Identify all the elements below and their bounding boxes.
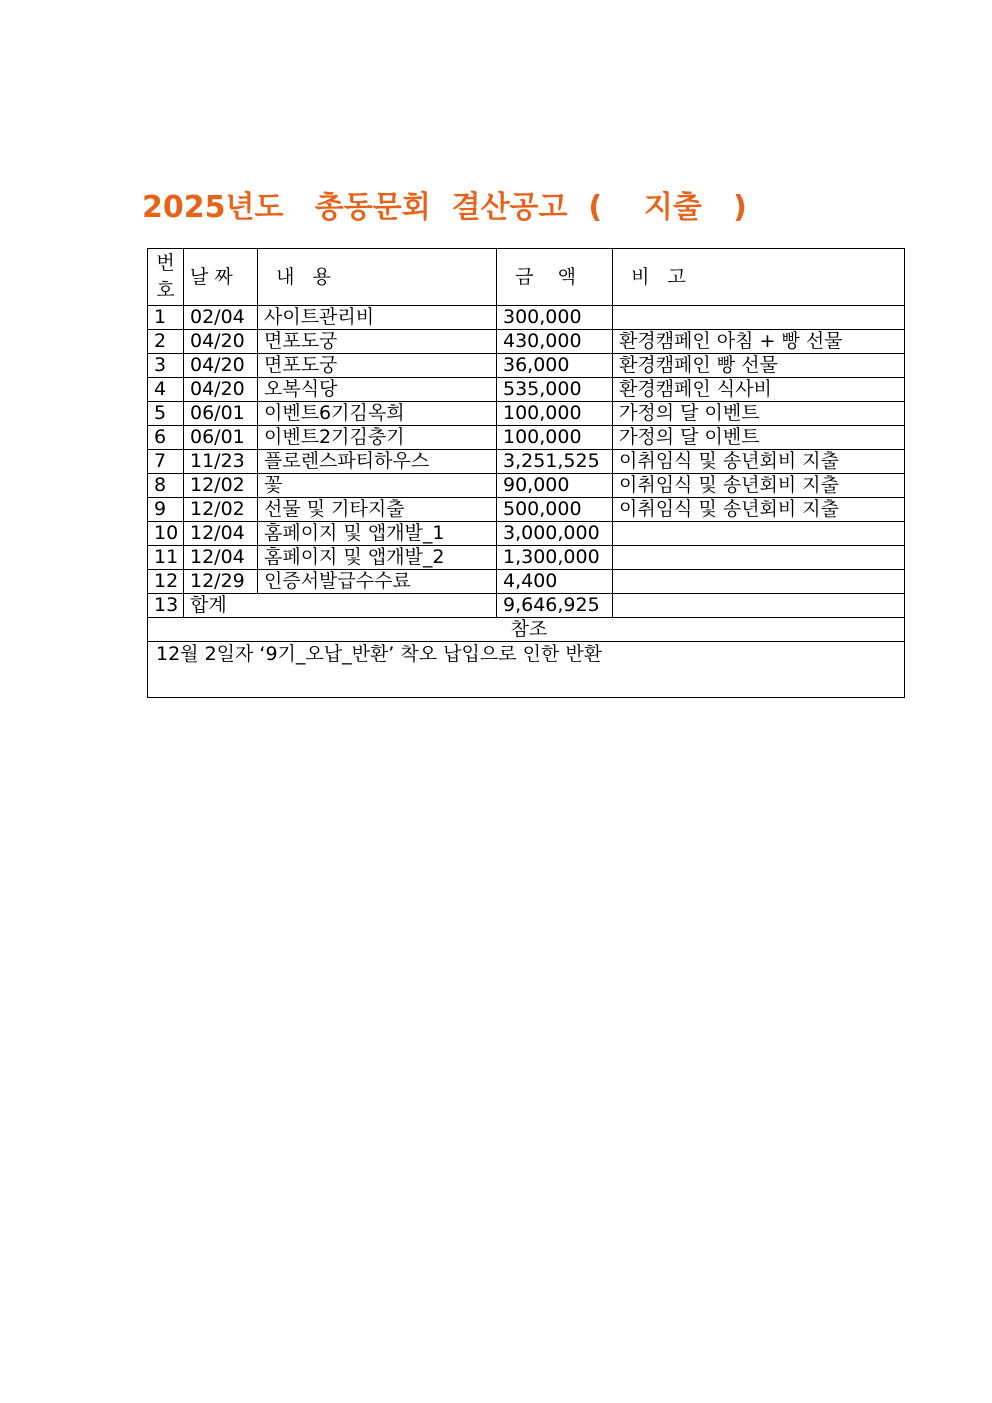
table-header-row bbox=[148, 249, 905, 306]
row-date: 12/04 bbox=[184, 546, 258, 570]
row-number: 7 bbox=[148, 450, 184, 474]
row-date: 12/29 bbox=[184, 570, 258, 594]
row-description: 이벤트2기김충기 bbox=[258, 426, 497, 450]
row-number: 8 bbox=[148, 474, 184, 498]
table-row bbox=[148, 378, 905, 402]
row-number: 6 bbox=[148, 426, 184, 450]
header-date: 날 짜 bbox=[184, 249, 258, 306]
row-description: 인증서발급수수료 bbox=[258, 570, 497, 594]
page-title: 2025년도 총동문회 결산공고 ( 지출 ) bbox=[142, 190, 747, 225]
row-amount: 430,000 bbox=[497, 330, 613, 354]
row-note: 환경캠페인 식사비 bbox=[613, 378, 905, 402]
row-number: 11 bbox=[148, 546, 184, 570]
table-row bbox=[148, 546, 905, 570]
row-number: 10 bbox=[148, 522, 184, 546]
row-amount: 100,000 bbox=[497, 402, 613, 426]
header-note: 비 고 bbox=[613, 249, 905, 306]
row-number: 2 bbox=[148, 330, 184, 354]
row-description: 홈페이지 및 앱개발_1 bbox=[258, 522, 497, 546]
row-amount: 36,000 bbox=[497, 354, 613, 378]
row-number: 1 bbox=[148, 306, 184, 330]
row-note: 환경캠페인 빵 선물 bbox=[613, 354, 905, 378]
total-number: 13 bbox=[148, 594, 184, 618]
row-amount: 3,000,000 bbox=[497, 522, 613, 546]
header-no: 번 호 bbox=[148, 249, 184, 306]
row-date: 06/01 bbox=[184, 426, 258, 450]
reference-header-row bbox=[148, 618, 905, 642]
row-description: 홈페이지 및 앱개발_2 bbox=[258, 546, 497, 570]
row-number: 4 bbox=[148, 378, 184, 402]
table-row bbox=[148, 330, 905, 354]
row-amount: 535,000 bbox=[497, 378, 613, 402]
row-description: 면포도궁 bbox=[258, 354, 497, 378]
table-row bbox=[148, 402, 905, 426]
row-note: 가정의 달 이벤트 bbox=[613, 426, 905, 450]
row-amount: 3,251,525 bbox=[497, 450, 613, 474]
row-description: 오복식당 bbox=[258, 378, 497, 402]
row-description: 플로렌스파티하우스 bbox=[258, 450, 497, 474]
row-note: 환경캠페인 아침 + 빵 선물 bbox=[613, 330, 905, 354]
table-row bbox=[148, 354, 905, 378]
header-description: 내 용 bbox=[258, 249, 497, 306]
total-note bbox=[613, 594, 905, 618]
table-row bbox=[148, 306, 905, 330]
reference-title: 참조 bbox=[148, 618, 905, 642]
row-amount: 1,300,000 bbox=[497, 546, 613, 570]
table-row bbox=[148, 522, 905, 546]
total-label: 합계 bbox=[184, 594, 497, 618]
row-note bbox=[613, 522, 905, 546]
row-date: 02/04 bbox=[184, 306, 258, 330]
total-amount: 9,646,925 bbox=[497, 594, 613, 618]
row-note bbox=[613, 570, 905, 594]
row-description: 사이트관리비 bbox=[258, 306, 497, 330]
row-date: 04/20 bbox=[184, 378, 258, 402]
total-row bbox=[148, 594, 905, 618]
row-description: 꽃 bbox=[258, 474, 497, 498]
row-note: 이취임식 및 송년회비 지출 bbox=[613, 474, 905, 498]
row-note: 이취임식 및 송년회비 지출 bbox=[613, 498, 905, 522]
row-description: 면포도궁 bbox=[258, 330, 497, 354]
row-number: 12 bbox=[148, 570, 184, 594]
table-row bbox=[148, 450, 905, 474]
row-amount: 4,400 bbox=[497, 570, 613, 594]
row-description: 선물 및 기타지출 bbox=[258, 498, 497, 522]
row-note bbox=[613, 546, 905, 570]
row-date: 06/01 bbox=[184, 402, 258, 426]
table-row bbox=[148, 570, 905, 594]
row-description: 이벤트6기김옥희 bbox=[258, 402, 497, 426]
row-amount: 100,000 bbox=[497, 426, 613, 450]
row-date: 04/20 bbox=[184, 330, 258, 354]
row-date: 12/04 bbox=[184, 522, 258, 546]
row-date: 04/20 bbox=[184, 354, 258, 378]
row-note bbox=[613, 306, 905, 330]
row-note: 이취임식 및 송년회비 지출 bbox=[613, 450, 905, 474]
expense-table bbox=[147, 248, 905, 698]
table-row bbox=[148, 498, 905, 522]
row-amount: 300,000 bbox=[497, 306, 613, 330]
row-number: 3 bbox=[148, 354, 184, 378]
row-date: 12/02 bbox=[184, 498, 258, 522]
row-number: 9 bbox=[148, 498, 184, 522]
table-row bbox=[148, 426, 905, 450]
row-amount: 90,000 bbox=[497, 474, 613, 498]
row-date: 12/02 bbox=[184, 474, 258, 498]
row-number: 5 bbox=[148, 402, 184, 426]
row-note: 가정의 달 이벤트 bbox=[613, 402, 905, 426]
row-amount: 500,000 bbox=[497, 498, 613, 522]
header-amount: 금 액 bbox=[497, 249, 613, 306]
table-row bbox=[148, 474, 905, 498]
reference-body-row bbox=[148, 642, 905, 698]
reference-text: 12월 2일자 ‘9기_오납_반환’ 착오 납입으로 인한 반환 bbox=[148, 642, 905, 698]
row-date: 11/23 bbox=[184, 450, 258, 474]
